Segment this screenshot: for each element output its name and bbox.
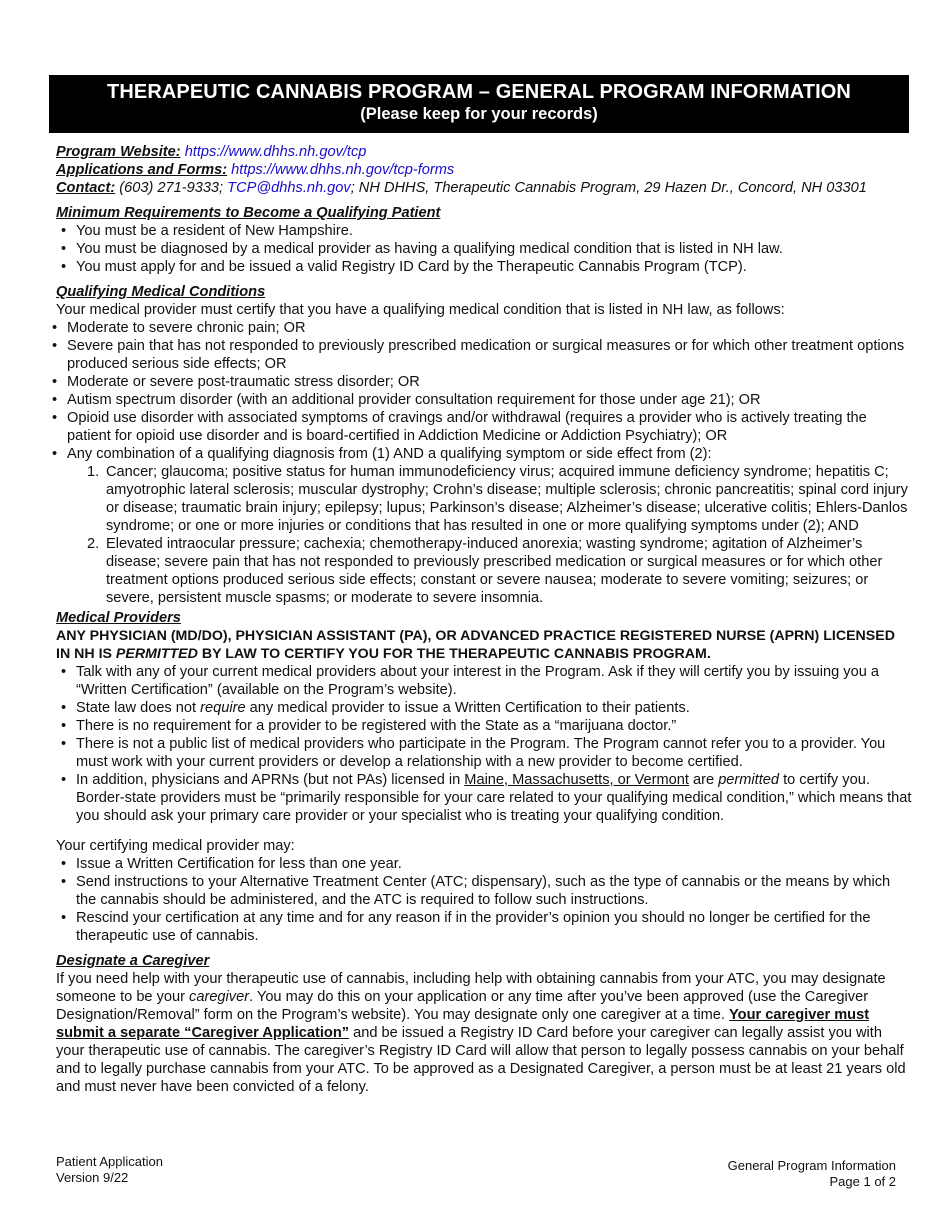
conditions-numbered-list (67, 463, 912, 607)
list-item: • You must be a resident of New Hampshire. (56, 222, 912, 240)
list-item: • There is not a public list of medical providers who participate in the Program. The Program cannot refer you to a provider. You must work with your current providers or develop a relationship with a new provider to become certified. (56, 735, 912, 771)
contact-address: ; NH DHHS, Therapeutic Cannabis Program, 29 Hazen Dr., Concord, NH 03301 (350, 180, 867, 196)
contact-line (56, 179, 912, 197)
text-emphasis: require (200, 700, 246, 716)
border-states: Maine, Massachusetts, or Vermont (464, 772, 689, 788)
list-item: • You must be diagnosed by a medical provider as having a qualifying medical condition that is listed in NH law. (56, 240, 912, 258)
provider-may-list (56, 855, 912, 945)
conditions-section (56, 283, 912, 607)
text-part: . You may do this on your application or any time after you’ve been approved (use the Caregiver Designation/Removal” form on the Program’s website). You may designate only one caregiver at a time. (56, 989, 869, 1023)
list-item: • Send instructions to your Alternative Treatment Center (ATC; dispensary), such as the type of cannabis or the means by which the cannabis should be administered, and the ATC is required to follow such instructions. (56, 873, 912, 909)
text-part: In addition, physicians and APRNs (but not PAs) licensed in (76, 772, 465, 788)
min-requirements-section (56, 204, 912, 276)
min-requirements-heading: Minimum Requirements to Become a Qualifying Patient (56, 205, 441, 221)
document-body (56, 143, 912, 1096)
providers-section (56, 609, 912, 945)
contact-label: Contact: (56, 180, 116, 196)
providers-list (56, 663, 912, 825)
text-part: to certify you. Border-state providers must be “primarily responsible for your care related to your qualifying medical condition,” which means that you should ask your primary care provider or your specialist who is treating your qualifying condition. (76, 772, 912, 824)
list-item: • Autism spectrum disorder (with an additional provider consultation requirement for those under age 21); OR (56, 391, 912, 409)
item-text: Elevated intraocular pressure; cachexia; chemotherapy-induced anorexia; wasting syndrome; agitation of Alzheimer’s disease; severe pain that has not responded to previously prescribed medication or surgical measures or for which other treatment options produced serious side effects; constant or severe nausea; moderate to severe vomiting; seizures; or severe, persistent muscle spasms; or moderate to severe insomnia. (106, 536, 883, 606)
list-item: • Talk with any of your current medical providers about your interest in the Program. Ask if they will certify you by issuing you a “Written Certification” (available on the Program’s website). (56, 663, 912, 699)
website-link[interactable]: https://www.dhhs.nh.gov/tcp (184, 144, 367, 160)
conditions-list (56, 319, 912, 607)
list-item: • You must apply for and be issued a valid Registry ID Card by the Therapeutic Cannabis Program (TCP). (56, 258, 912, 276)
document-subtitle: (Please keep for your records) (360, 105, 598, 123)
caregiver-section (56, 952, 912, 1096)
list-item: • Moderate or severe post-traumatic stress disorder; OR (56, 373, 912, 391)
footer-section-name: General Program Information (727, 1158, 896, 1173)
list-item (56, 699, 912, 717)
providers-permitted-statement (56, 627, 912, 663)
list-item: • Severe pain that has not responded to previously prescribed medication or surgical measures or for which other treatment options produced serious side effects; OR (56, 337, 912, 373)
caps-part-b: BY LAW TO CERTIFY YOU FOR THE THERAPEUTIC CANNABIS PROGRAM. (197, 646, 711, 662)
website-label: Program Website: (56, 144, 181, 160)
numbered-item (67, 463, 912, 535)
caregiver-heading: Designate a Caregiver (56, 953, 210, 969)
footer-right (728, 1158, 896, 1190)
list-item: • Rescind your certification at any time and for any reason if in the provider’s opinion you should no longer be certified for the therapeutic use of cannabis. (56, 909, 912, 945)
caps-part-a: ANY PHYSICIAN (MD/DO), PHYSICIAN ASSISTANT (PA), OR ADVANCED PRACTICE REGISTERED NURSE (APRN) LICENSED IN NH IS (56, 628, 895, 662)
text-part: and be issued a Registry ID Card before your caregiver can legally assist you with your therapeutic use of cannabis. The caregiver’s Registry ID Card will allow that person to legally possess cannabis on your behalf and to legally purchase cannabis from your ATC. To be approved as a Designated Caregiver, a person must be at least 21 years old and must never have been convicted of a felony. (56, 1025, 906, 1095)
document-title: THERAPEUTIC CANNABIS PROGRAM – GENERAL PROGRAM INFORMATION (107, 81, 851, 103)
forms-link[interactable]: https://www.dhhs.nh.gov/tcp-forms (231, 162, 455, 178)
caregiver-paragraph (56, 970, 912, 1096)
contact-email-link[interactable]: TCP@dhhs.nh.gov (227, 180, 351, 196)
combination-text: Any combination of a qualifying diagnosis from (1) AND a qualifying symptom or side effect from (2): (67, 446, 712, 462)
numbered-item (67, 535, 912, 607)
caps-emphasis: PERMITTED (115, 646, 198, 662)
conditions-intro: Your medical provider must certify that you have a qualifying medical condition that is listed in NH law, as follows: (56, 302, 785, 318)
min-requirements-list (56, 222, 912, 276)
footer-left (56, 1154, 163, 1186)
list-item: • Opioid use disorder with associated symptoms of cravings and/or withdrawal (requires a provider who is actively treating the patient for opioid use disorder and is board-certified in Addiction Medicine or Addiction Psychiatry); OR (56, 409, 912, 445)
list-item: • Issue a Written Certification for less than one year. (56, 855, 912, 873)
title-banner (49, 75, 909, 133)
text-part: If you need help with your therapeutic use of cannabis, including help with obtaining cannabis from your ATC, you may designate someone to be your (56, 971, 886, 1005)
conditions-heading: Qualifying Medical Conditions (56, 284, 266, 300)
item-text: Cancer; glaucoma; positive status for human immunodeficiency virus; acquired immune deficiency syndrome; hepatitis C; amyotrophic lateral sclerosis; muscular dystrophy; Crohn’s disease; multiple sclerosis; chronic pancreatitis; spinal cord injury or disease; traumatic brain injury; epilepsy; lupus; Parkinson’s disease; Alzheimer’s disease; ulcerative colitis; Ehlers-Danlos syndrome; or one or more injuries or conditions that has resulted in one or more qualifying symptoms under (2); AND (106, 464, 908, 534)
text-emphasis: permitted (718, 772, 780, 788)
text-part: State law does not (76, 700, 201, 716)
website-line (56, 143, 912, 161)
text-part: any medical provider to issue a Written Certification to their patients. (245, 700, 690, 716)
footer-form-name: Patient Application (56, 1154, 163, 1169)
caregiver-application-notice: Your caregiver must submit a separate “Caregiver Application” (56, 1007, 870, 1041)
list-item (56, 771, 912, 825)
text-emphasis: caregiver (189, 989, 250, 1005)
contact-phone: (603) 271-9333; (119, 180, 224, 196)
footer-version: Version 9/22 (56, 1170, 129, 1185)
item-number: 1. (87, 464, 100, 480)
forms-line (56, 161, 912, 179)
text-part: are (688, 772, 719, 788)
item-number: 2. (87, 536, 100, 552)
forms-label: Applications and Forms: (56, 162, 228, 178)
list-item: • There is no requirement for a provider to be registered with the State as a “marijuana doctor.” (56, 717, 912, 735)
providers-heading: Medical Providers (56, 610, 181, 626)
list-item (56, 445, 912, 607)
provider-may-intro: Your certifying medical provider may: (56, 838, 295, 854)
footer-page-number: Page 1 of 2 (829, 1174, 896, 1189)
list-item: • Moderate to severe chronic pain; OR (56, 319, 912, 337)
